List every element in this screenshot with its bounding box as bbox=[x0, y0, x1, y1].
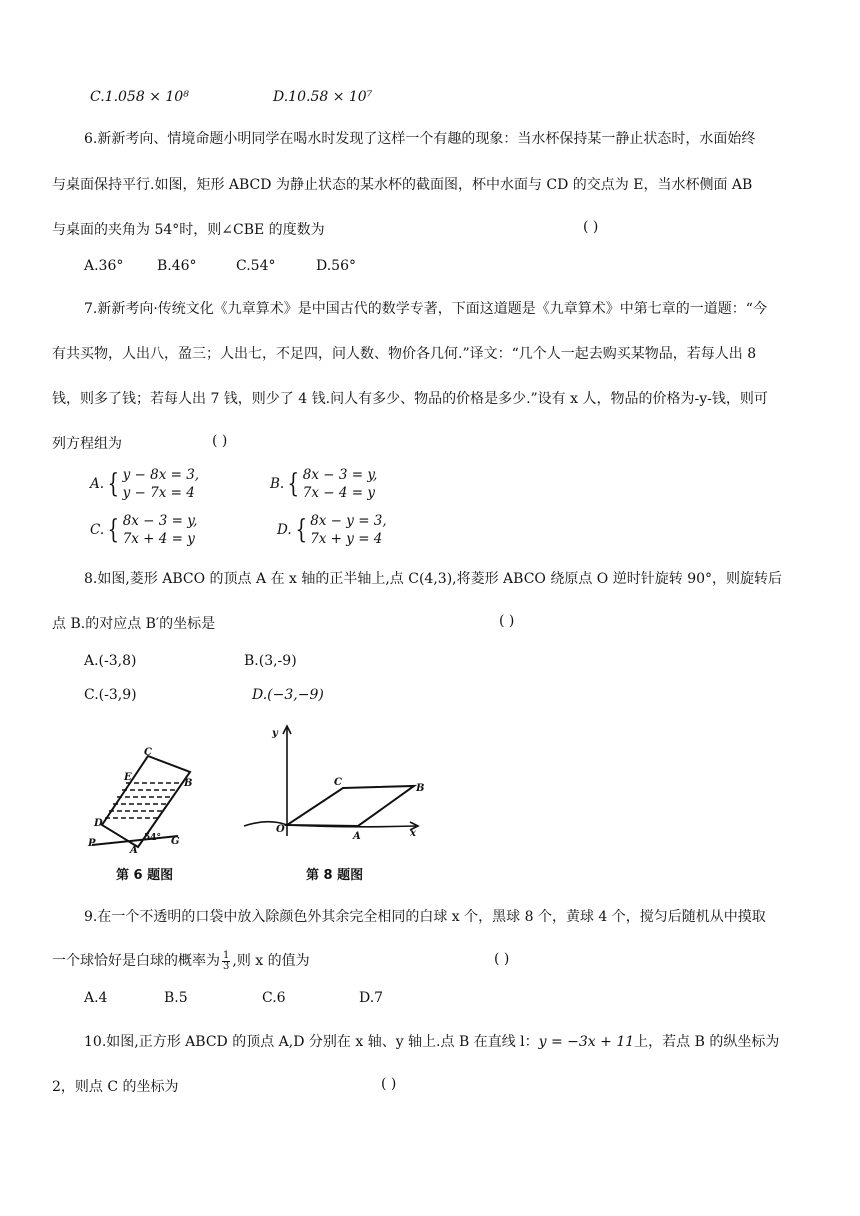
q7-option-b-label: B. bbox=[270, 476, 285, 492]
q5-option-c: C.1.058 × 10⁸ bbox=[90, 89, 189, 105]
q7-line-2: 有共买物，人出八，盈三；人出七，不足四，问人数、物价各几何.”译文：“几个人一起去购买某物品，若每人出 8 bbox=[52, 346, 757, 362]
q6-option-d: D.56° bbox=[316, 258, 356, 274]
q6-answer-paren: ( ) bbox=[583, 219, 599, 235]
fig6-label-b: B bbox=[184, 778, 193, 789]
q7-option-c bbox=[90, 512, 197, 548]
q8-option-a: A.(-3,8) bbox=[84, 653, 137, 669]
fig6-label-p: P bbox=[88, 838, 96, 849]
fig6-table-line bbox=[92, 836, 178, 845]
q8-line-2: 点 B.的对应点 B′的坐标是 bbox=[52, 616, 216, 632]
fig8-label-x: x bbox=[410, 828, 416, 839]
q7-line-3: 钱，则多了钱；若每人出 7 钱，则少了 4 钱.问人有多少、物品的价格是多少.”设有 x 人，物品的价格为-y-钱，则可 bbox=[52, 391, 768, 407]
q7-line-4: 列方程组为 bbox=[52, 436, 122, 452]
q9-fraction-numerator: 1 bbox=[223, 949, 230, 961]
q7-option-b-row1: 8x − 3 = y, bbox=[302, 467, 378, 483]
figure-8-caption: 第 8 题图 bbox=[306, 868, 364, 883]
q7-option-d-row1: 8x − y = 3, bbox=[310, 513, 387, 529]
q9-option-a: A.4 bbox=[84, 990, 108, 1006]
figure-6-caption: 第 6 题图 bbox=[116, 868, 174, 883]
q7-option-a-row1: y − 8x = 3, bbox=[122, 467, 200, 483]
q7-option-c-row2: 7x + 4 = y bbox=[122, 531, 195, 547]
q5-option-d: D.10.58 × 10⁷ bbox=[273, 89, 373, 105]
q7-option-d bbox=[277, 512, 387, 548]
q9-line-2-tail: ,则 x 的值为 bbox=[232, 953, 310, 969]
q10-answer-paren: ( ) bbox=[381, 1076, 397, 1092]
q9-line-2-text: 一个球恰好是白球的概率为 bbox=[52, 953, 220, 969]
q9-answer-paren: ( ) bbox=[494, 951, 510, 967]
q9-fraction bbox=[222, 951, 230, 972]
q8-answer-paren: ( ) bbox=[499, 613, 515, 629]
q8-option-b: B.(3,-9) bbox=[244, 653, 297, 669]
fig8-label-b: B bbox=[416, 783, 425, 794]
brace-icon: { bbox=[287, 469, 300, 499]
q7-option-a-row2: y − 7x = 4 bbox=[122, 485, 195, 501]
q9-option-d: D.7 bbox=[359, 990, 384, 1006]
q7-option-a-label: A. bbox=[90, 476, 105, 492]
q7-line-1: 7.新新考向·传统文化《九章算术》是中国古代的数学专著，下面这道题是《九章算术》中第七章的一道题：“今 bbox=[84, 301, 767, 317]
q7-option-d-label: D. bbox=[277, 522, 292, 538]
fig6-label-d: D bbox=[94, 818, 103, 829]
q10-line-1-text: 10.如图,正方形 ABCD 的顶点 A,D 分别在 x 轴、y 轴上.点 B 在直线 l： bbox=[84, 1034, 539, 1050]
q6-option-c: C.54° bbox=[236, 258, 276, 274]
q7-option-b bbox=[270, 466, 377, 502]
q7-answer-paren: ( ) bbox=[212, 433, 228, 449]
fig6-label-angle: 54° bbox=[144, 833, 162, 843]
fig8-label-a: A bbox=[353, 831, 361, 842]
fig6-label-a: A bbox=[130, 845, 138, 854]
q6-line-3: 与桌面的夹角为 54°时，则∠CBE 的度数为 bbox=[52, 222, 325, 238]
q7-option-a bbox=[90, 466, 199, 502]
brace-icon: { bbox=[107, 515, 120, 545]
q10-line-1-tail: 上，若点 B 的纵坐标为 bbox=[634, 1034, 780, 1050]
fig8-rhombus bbox=[287, 786, 414, 826]
figure-6 bbox=[86, 742, 196, 854]
brace-icon: { bbox=[295, 515, 307, 545]
q9-option-c: C.6 bbox=[262, 990, 286, 1006]
q7-option-b-row2: 7x − 4 = y bbox=[302, 485, 375, 501]
fig8-label-o: O bbox=[276, 824, 285, 835]
figure-8 bbox=[238, 722, 428, 842]
q9-line-1: 9.在一个不透明的口袋中放入除颜色外其余完全相同的白球 x 个，黑球 8 个，黄球 4 个，搅匀后随机从中摸取 bbox=[84, 909, 766, 925]
q8-option-d: D.(−3,−9) bbox=[252, 687, 324, 703]
fig8-label-c: C bbox=[334, 777, 342, 788]
brace-icon: { bbox=[107, 469, 120, 499]
q7-option-c-label: C. bbox=[90, 522, 105, 538]
q7-option-d-row2: 7x + y = 4 bbox=[310, 531, 383, 547]
q7-option-c-row1: 8x − 3 = y, bbox=[122, 513, 198, 529]
q10-line-equation: y = −3x + 11 bbox=[538, 1034, 635, 1050]
fig8-label-y: y bbox=[272, 728, 278, 739]
q10-line-1 bbox=[84, 1031, 779, 1051]
q9-line-2 bbox=[52, 950, 310, 972]
q9-fraction-denominator: 3 bbox=[223, 960, 230, 972]
q6-line-2: 与桌面保持平行.如图，矩形 ABCD 为静止状态的某水杯的截面图，杯中水面与 CD 的交点为 E，当水杯侧面 AB bbox=[52, 177, 753, 193]
q6-line-1: 6.新新考向、情境命题小明同学在喝水时发现了这样一个有趣的现象：当水杯保持某一静止状态时，水面始终 bbox=[84, 131, 756, 147]
fig6-label-e: E bbox=[124, 772, 132, 783]
fig6-label-g: G bbox=[171, 836, 180, 847]
fig6-label-c: C bbox=[144, 747, 152, 758]
q10-line-2: 2，则点 C 的坐标为 bbox=[52, 1079, 179, 1095]
q8-option-c: C.(-3,9) bbox=[84, 687, 137, 703]
q6-option-a: A.36° bbox=[84, 258, 124, 274]
q6-option-b: B.46° bbox=[157, 258, 197, 274]
q8-line-1: 8.如图,菱形 ABCO 的顶点 A 在 x 轴的正半轴上,点 C(4,3),将菱形 ABCO 绕原点 O 逆时针旋转 90°，则旋转后 bbox=[84, 571, 783, 587]
q9-option-b: B.5 bbox=[164, 990, 188, 1006]
